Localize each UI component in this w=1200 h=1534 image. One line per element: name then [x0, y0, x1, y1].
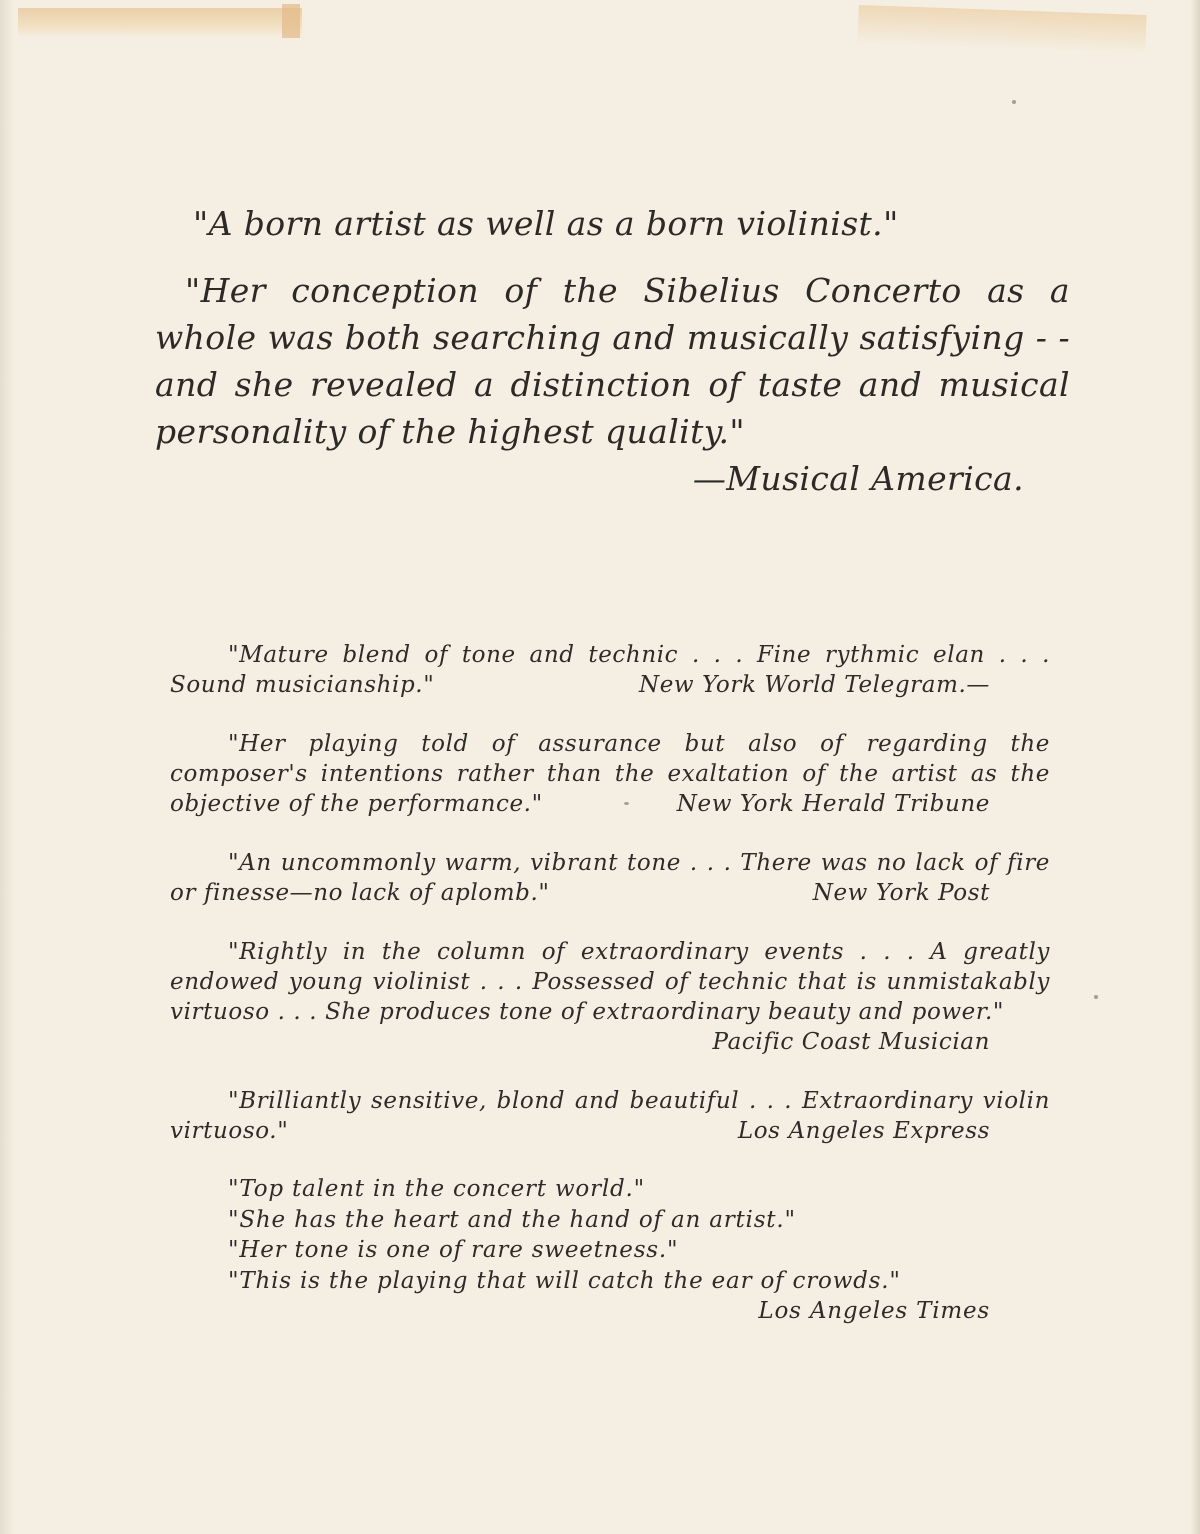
review-quote: "Mature blend of tone and technic . . . Fine rythmic elan . . . Sound musicianship." — [170, 642, 1050, 698]
review-source: New York World Telegram.— — [638, 672, 990, 698]
review-text — [170, 937, 1050, 1055]
review-item — [170, 937, 1050, 1057]
tape-residue-right — [857, 5, 1146, 55]
paper-speck — [1094, 995, 1098, 999]
review-quote: "An uncommonly warm, vibrant tone . . . There was no lack of fire or finesse—no lack of aplomb." — [170, 850, 1050, 906]
review-quote: "Brilliantly sensitive, blond and beautiful . . . Extraordinary violin virtuoso." — [170, 1088, 1050, 1144]
paper-speck — [1012, 100, 1016, 104]
short-quote-line: "She has the heart and the hand of an artist." — [228, 1206, 796, 1233]
paper-edge-right — [1190, 0, 1200, 1534]
featured-quote-1: "A born artist as well as a born violinist." — [193, 204, 899, 243]
review-quote: "Rightly in the column of extraordinary events . . . A greatly endowed young violinist . . . Possessed of technic that is unmistakably virtuoso . . . She produces tone of extraordinary beauty and power." — [170, 939, 1050, 1025]
review-source: Pacific Coast Musician — [712, 1029, 990, 1055]
short-quote-line: "This is the playing that will catch the ear of crowds." — [228, 1267, 901, 1294]
review-source: New York Post — [812, 880, 990, 906]
review-text — [170, 729, 1050, 819]
short-quotes — [228, 1174, 1050, 1327]
review-source: Los Angeles Express — [737, 1118, 990, 1144]
short-quote-line: "Her tone is one of rare sweetness." — [228, 1237, 679, 1263]
featured-quote-2 — [155, 267, 1070, 498]
review-source: New York Herald Tribune — [676, 791, 990, 817]
paper-edge-left — [0, 0, 14, 1534]
review-item — [170, 640, 1050, 700]
review-text — [170, 1086, 1050, 1146]
featured-quote-source: —Musical America. — [692, 459, 1024, 498]
featured-quote-2-text: "Her conception of the Sibelius Concerto as a whole was both searching and musically satisfying - - and she revealed a distinction of taste and musical personality of the highest quality." — [155, 271, 1070, 451]
review-item — [170, 848, 1050, 908]
review-quote: "Her playing told of assurance but also of regarding the composer's intentions rather than the exaltation of the artist as the objective of the performance." — [170, 731, 1050, 817]
tape-stain-left — [282, 4, 300, 38]
tape-residue-left — [18, 8, 302, 38]
review-text — [170, 640, 1050, 700]
review-item — [170, 729, 1050, 819]
review-item — [170, 1086, 1050, 1146]
short-quote-line: "Top talent in the concert world." — [228, 1176, 646, 1202]
featured-quotes — [155, 200, 1070, 502]
review-text — [170, 848, 1050, 908]
press-reviews — [170, 640, 1050, 1175]
short-quotes-source: Los Angeles Times — [758, 1298, 990, 1324]
